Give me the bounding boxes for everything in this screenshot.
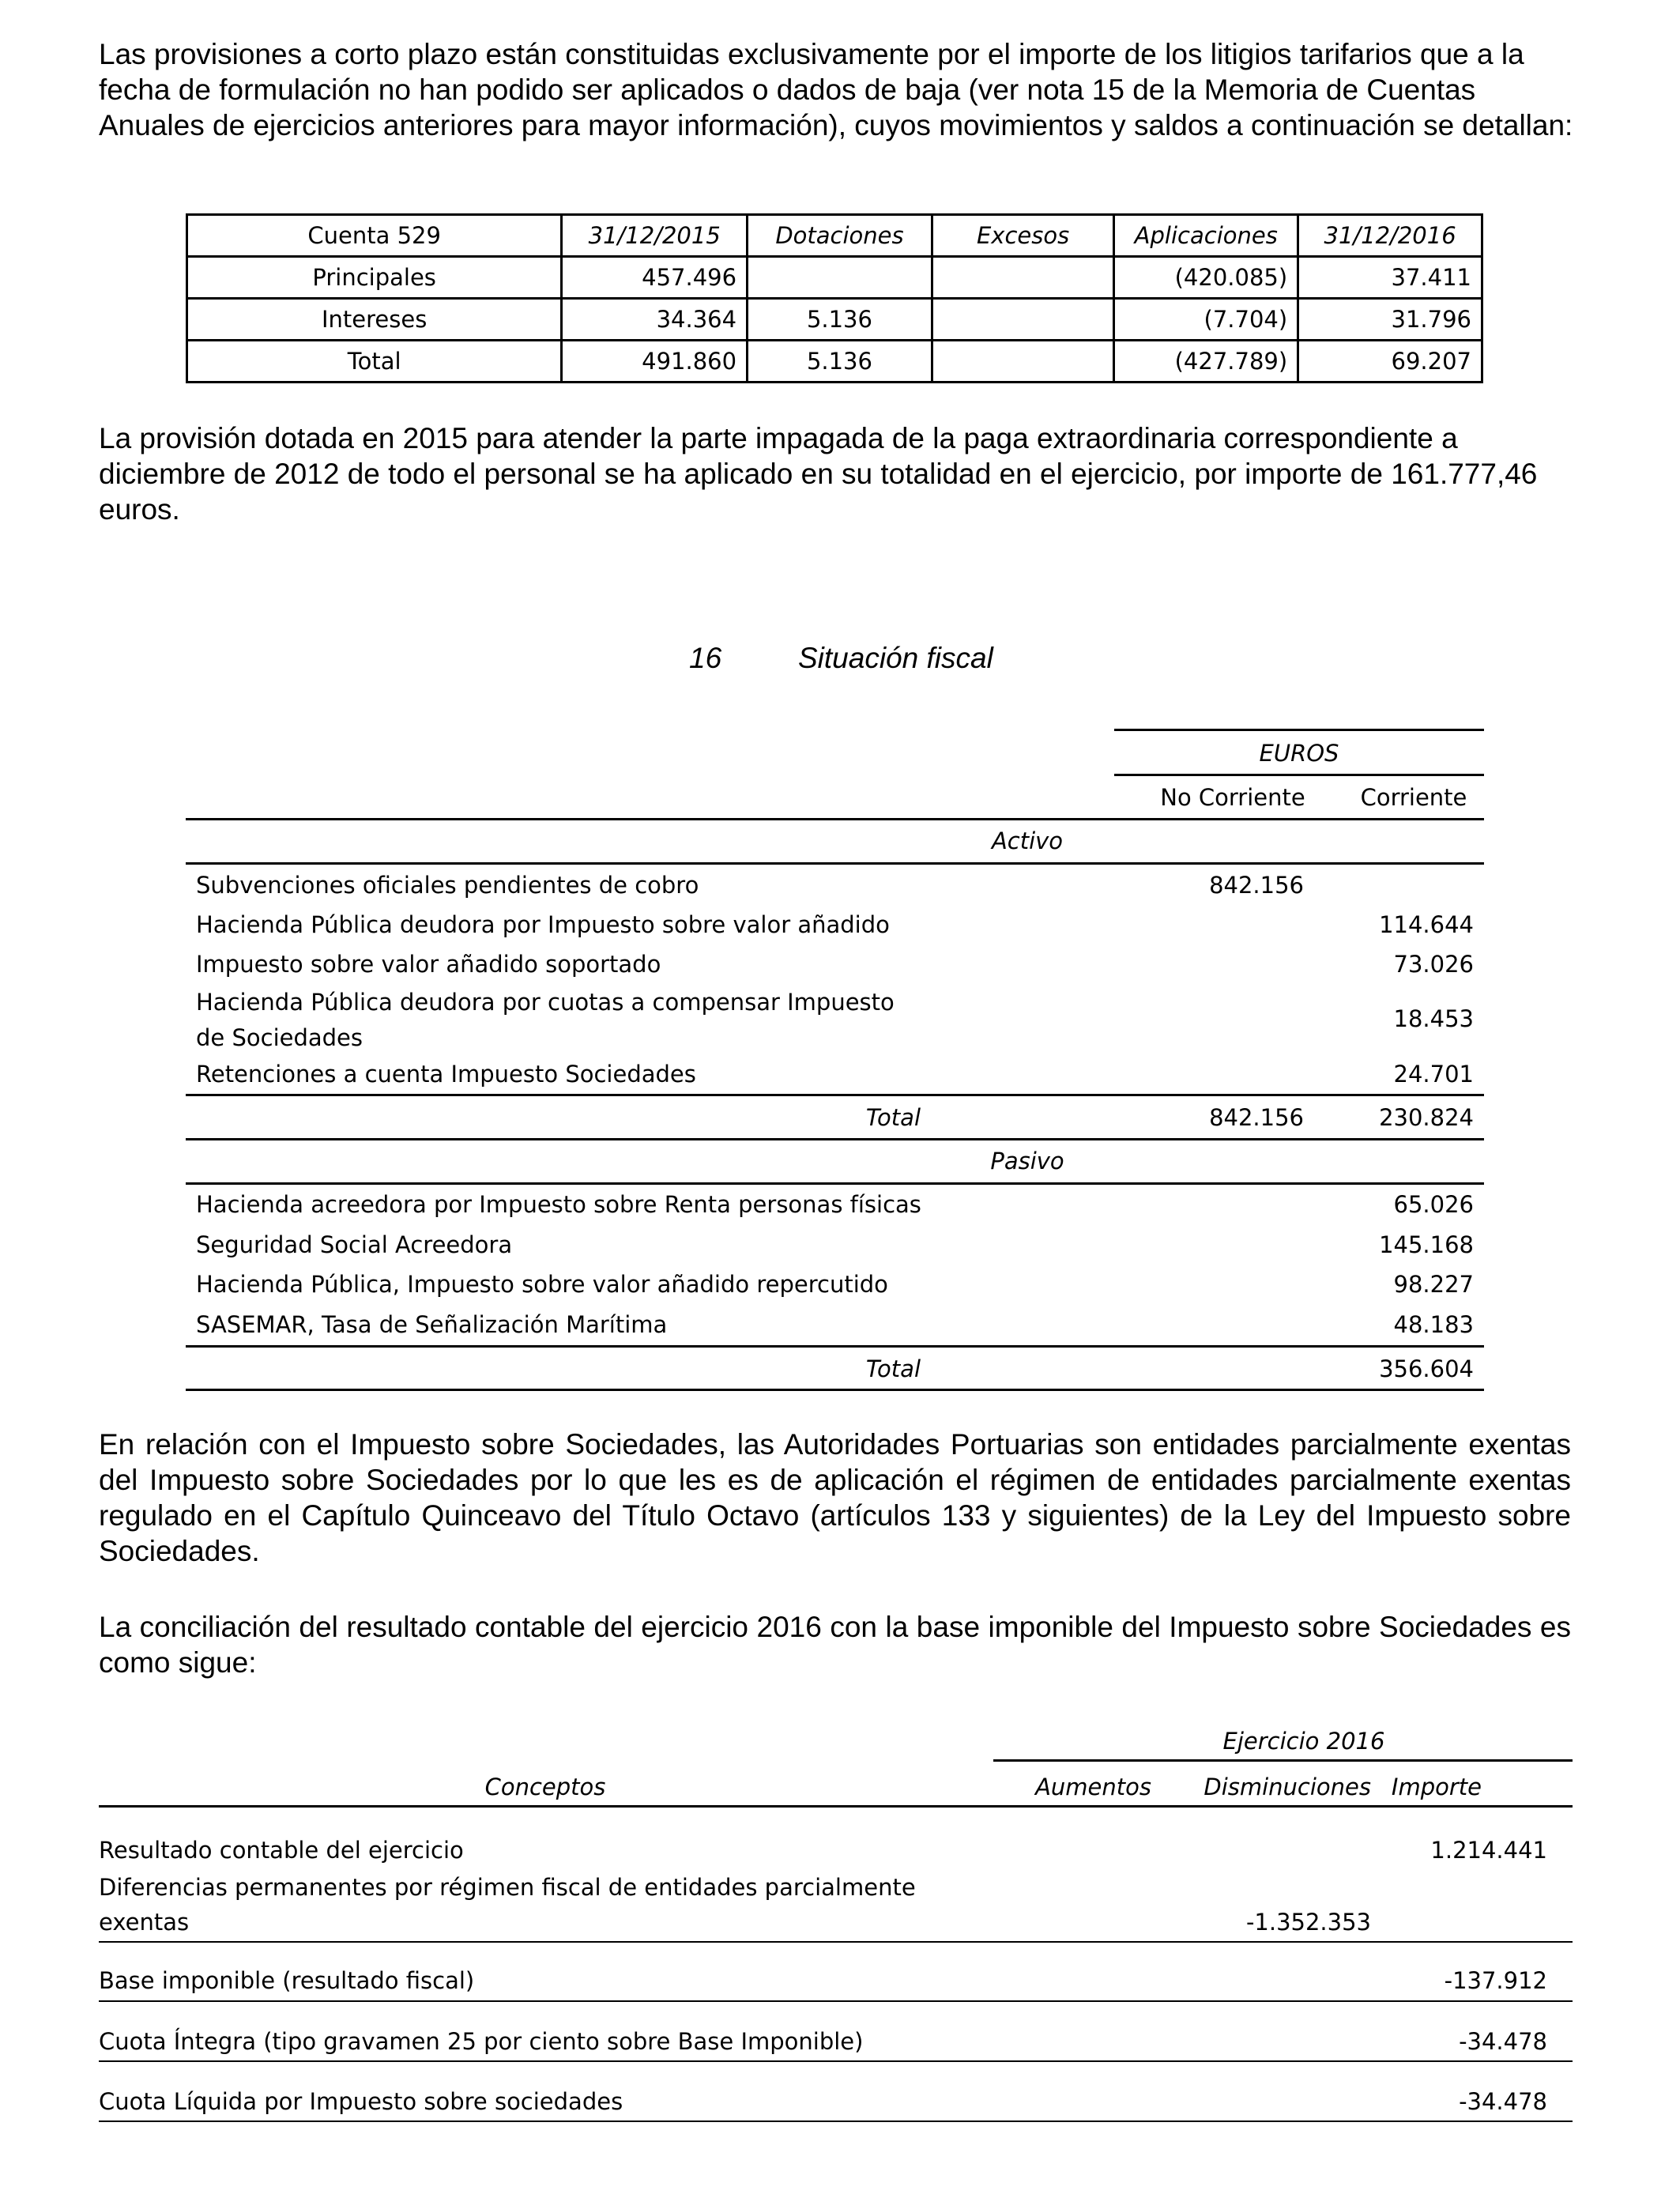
- cell-concept: Principales: [187, 257, 562, 299]
- period-label: Ejercicio 2016: [1222, 1728, 1385, 1755]
- provisions-header-row: [187, 215, 1482, 257]
- col-corriente: Corriente: [1360, 784, 1467, 811]
- header-aumentos: Aumentos: [1035, 1774, 1151, 1800]
- importe-value: 1.214.441: [1430, 1837, 1547, 1864]
- header-importe: Importe: [1391, 1774, 1482, 1800]
- corriente-total: 356.604: [1379, 1355, 1474, 1382]
- cell-excesos: [932, 299, 1114, 341]
- header-aplicaciones: Aplicaciones: [1114, 215, 1298, 257]
- cell-2015: 491.860: [562, 341, 748, 383]
- corriente-value: 48.183: [1393, 1311, 1474, 1338]
- rule: [186, 1182, 1484, 1185]
- concept: Seguridad Social Acreedora: [196, 1231, 513, 1258]
- header-cuenta: Cuenta 529: [187, 215, 562, 257]
- concept: Impuesto sobre valor añadido soportado: [196, 951, 661, 978]
- header-2015: 31/12/2015: [562, 215, 748, 257]
- rule: [99, 1805, 1573, 1808]
- activo-label: Activo: [991, 827, 1064, 854]
- concept: Hacienda acreedora por Impuesto sobre Renta personas físicas: [196, 1191, 921, 1218]
- rule: [186, 1094, 1484, 1096]
- concept-line2: de Sociedades: [196, 1024, 363, 1051]
- rule: [186, 862, 1484, 865]
- corriente-value: 24.701: [1393, 1061, 1474, 1088]
- table-row: [187, 299, 1482, 341]
- importe-value: -34.478: [1459, 2028, 1547, 2055]
- rule: [186, 818, 1484, 820]
- section-title: Situación fiscal: [798, 642, 993, 674]
- corriente-value: 98.227: [1393, 1271, 1474, 1298]
- total-label: Total: [865, 1104, 921, 1131]
- rule: [99, 2060, 1573, 2062]
- corriente-value: 18.453: [1393, 1005, 1474, 1032]
- concept-line1: Diferencias permanentes por régimen fiscal de entidades parcialmente: [99, 1874, 916, 1901]
- header-conceptos: Conceptos: [484, 1774, 606, 1800]
- importe-value: -137.912: [1444, 1967, 1547, 1994]
- table-row: [187, 257, 1482, 299]
- disminuciones-value: -1.352.353: [1245, 1909, 1371, 1936]
- concept: Retenciones a cuenta Impuesto Sociedades: [196, 1061, 696, 1088]
- concept: Subvenciones oficiales pendientes de cobro: [196, 872, 699, 899]
- rule: [993, 1759, 1573, 1762]
- cell-excesos: [932, 257, 1114, 299]
- corriente-value: 114.644: [1379, 911, 1474, 938]
- concept: SASEMAR, Tasa de Señalización Marítima: [196, 1311, 668, 1338]
- cell-aplicaciones: (420.085): [1114, 257, 1298, 299]
- corriente-total: 230.824: [1379, 1104, 1474, 1131]
- rule: [186, 1345, 1484, 1348]
- cell-dotaciones: 5.136: [748, 299, 932, 341]
- rule: [186, 1389, 1484, 1391]
- concept: Base imponible (resultado fiscal): [99, 1967, 475, 1994]
- cell-2015: 34.364: [562, 299, 748, 341]
- paragraph-conciliacion: La conciliación del resultado contable del ejercicio 2016 con la base imponible del Impuesto sobre Sociedades es como sigue:: [99, 1611, 1571, 1679]
- provisions-table: [186, 213, 1483, 383]
- corriente-value: 145.168: [1379, 1231, 1474, 1258]
- cell-concept: Intereses: [187, 299, 562, 341]
- concept: Resultado contable del ejercicio: [99, 1837, 464, 1864]
- euros-label: EUROS: [1259, 740, 1339, 767]
- rule: [99, 1941, 1573, 1943]
- concept: Hacienda Pública deudora por Impuesto sobre valor añadido: [196, 911, 890, 938]
- concept: Hacienda Pública, Impuesto sobre valor añadido repercutido: [196, 1271, 888, 1298]
- rule: [1114, 729, 1484, 731]
- concept: Cuota Líquida por Impuesto sobre sociedades: [99, 2088, 623, 2115]
- concept: Cuota Íntegra (tipo gravamen 25 por ciento sobre Base Imponible): [99, 2028, 864, 2055]
- corriente-value: 65.026: [1393, 1191, 1474, 1218]
- rule: [186, 1138, 1484, 1140]
- cell-dotaciones: 5.136: [748, 341, 932, 383]
- header-disminuciones: Disminuciones: [1203, 1774, 1371, 1800]
- rule: [99, 2000, 1573, 2002]
- cell-2016: 31.796: [1298, 299, 1482, 341]
- concept-line1: Hacienda Pública deudora por cuotas a compensar Impuesto: [196, 989, 895, 1016]
- importe-value: -34.478: [1459, 2088, 1547, 2115]
- cell-excesos: [932, 341, 1114, 383]
- table-row: [187, 341, 1482, 383]
- no-corriente-value: 842.156: [1209, 872, 1304, 899]
- concept-line2: exentas: [99, 1909, 190, 1936]
- header-dotaciones: Dotaciones: [748, 215, 932, 257]
- col-no-corriente: No Corriente: [1160, 784, 1305, 811]
- cell-2016: 69.207: [1298, 341, 1482, 383]
- header-excesos: Excesos: [932, 215, 1114, 257]
- section-number: 16: [689, 642, 722, 674]
- cell-concept: Total: [187, 341, 562, 383]
- paragraph-2015: La provisión dotada en 2015 para atender la parte impagada de la paga extraordinaria correspondiente a diciembre de 2012 de todo el personal se ha aplicado en su totalidad en el ejercicio, por importe de 161.777,46 euros.: [99, 422, 1538, 526]
- rule: [99, 2120, 1573, 2122]
- cell-2016: 37.411: [1298, 257, 1482, 299]
- intro-paragraph: Las provisiones a corto plazo están constituidas exclusivamente por el importe de los litigios tarifarios que a la fecha de formulación no han podido ser aplicados o dados de baja (ver nota 15 de la Memoria de Cuentas Anuales de ejercicios anteriores para mayor información), cuyos movimientos y saldos a continuación se detallan:: [99, 38, 1573, 141]
- corriente-value: 73.026: [1393, 951, 1474, 978]
- total-label: Total: [865, 1355, 921, 1382]
- rule: [1114, 774, 1484, 776]
- cell-2015: 457.496: [562, 257, 748, 299]
- cell-aplicaciones: (427.789): [1114, 341, 1298, 383]
- header-2016: 31/12/2016: [1298, 215, 1482, 257]
- no-corriente-total: 842.156: [1209, 1104, 1304, 1131]
- pasivo-label: Pasivo: [990, 1148, 1064, 1174]
- paragraph-sociedades: En relación con el Impuesto sobre Sociedades, las Autoridades Portuarias son entidades parcialmente exentas del Impuesto sobre Sociedades por lo que les es de aplicación el régimen de entidades parcialmente exentas regulado en el Capítulo Quinceavo del Título Octavo (artículos 133 y siguientes) de la Ley del Impuesto sobre Sociedades.: [99, 1428, 1571, 1567]
- cell-aplicaciones: (7.704): [1114, 299, 1298, 341]
- cell-dotaciones: [748, 257, 932, 299]
